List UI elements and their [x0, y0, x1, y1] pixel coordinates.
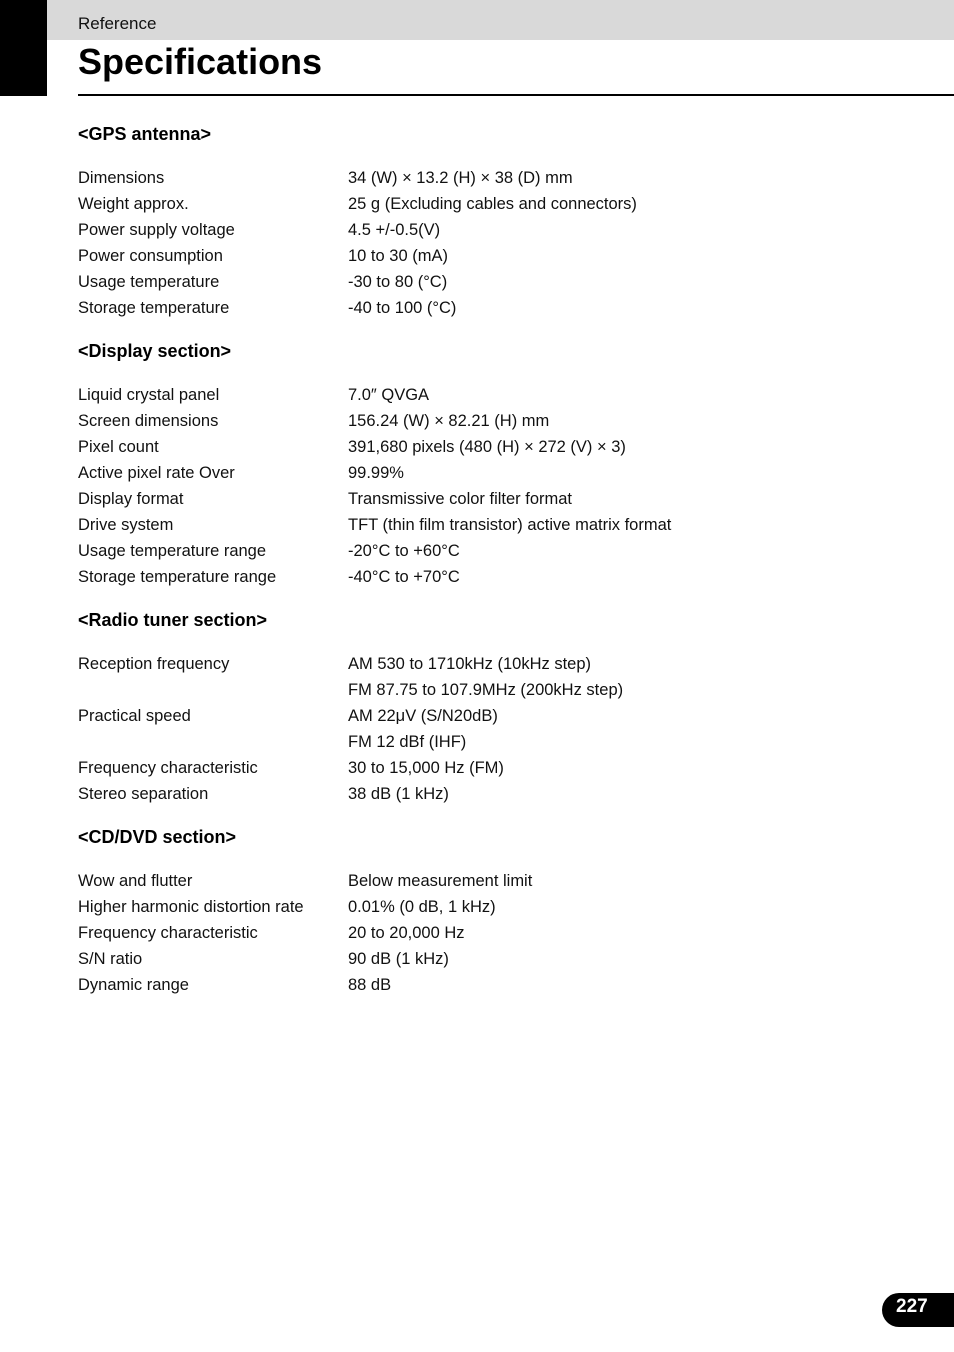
- table-row: [78, 677, 623, 703]
- spec-value: AM 530 to 1710kHz (10kHz step): [348, 655, 592, 673]
- spec-table: [78, 868, 532, 998]
- spec-value: 10 to 30 (mA): [348, 247, 448, 265]
- section-heading: <CD/DVD section>: [78, 827, 237, 847]
- table-row: [78, 217, 637, 243]
- spec-value: 4.5 +/-0.5(V): [348, 221, 441, 239]
- spec-value: 38 dB (1 kHz): [348, 785, 449, 803]
- table-row: [78, 564, 671, 590]
- table-row: [78, 781, 623, 807]
- spec-label: Storage temperature: [78, 299, 230, 317]
- section-heading: <Display section>: [78, 341, 232, 361]
- spec-value: 99.99%: [348, 464, 404, 482]
- spec-value: Transmissive color filter format: [348, 490, 573, 508]
- specifications-content: [78, 120, 898, 1014]
- table-row: [78, 651, 623, 677]
- table-row: [78, 972, 532, 998]
- spec-label: S/N ratio: [78, 950, 143, 968]
- spec-value: 391,680 pixels (480 (H) × 272 (V) × 3): [348, 438, 626, 456]
- spec-label: Power consumption: [78, 247, 223, 265]
- table-row: [78, 486, 671, 512]
- spec-label: Weight approx.: [78, 195, 189, 213]
- spec-value: Below measurement limit: [348, 872, 533, 890]
- table-row: [78, 191, 637, 217]
- table-row: [78, 243, 637, 269]
- section-gps-antenna: [78, 120, 898, 321]
- page-title: Specifications: [78, 41, 323, 82]
- spec-label: Active pixel rate Over: [78, 464, 235, 482]
- spec-value: AM 22μV (S/N20dB): [348, 707, 498, 725]
- table-row: [78, 460, 671, 486]
- table-row: [78, 165, 637, 191]
- spec-label: Frequency characteristic: [78, 924, 258, 942]
- spec-label: Frequency characteristic: [78, 759, 258, 777]
- table-row: [78, 920, 532, 946]
- table-row: [78, 538, 671, 564]
- spec-label: Dynamic range: [78, 976, 189, 994]
- spec-label: [78, 677, 348, 703]
- spec-label: Stereo separation: [78, 785, 209, 803]
- page-number-badge: 227: [882, 1293, 954, 1327]
- table-row: [78, 894, 532, 920]
- table-row: [78, 946, 532, 972]
- table-row: [78, 382, 671, 408]
- spec-label: Power supply voltage: [78, 221, 235, 239]
- table-row: [78, 434, 671, 460]
- spec-label: Reception frequency: [78, 655, 230, 673]
- spec-value: -40°C to +70°C: [348, 568, 460, 586]
- spec-label: Screen dimensions: [78, 412, 219, 430]
- spec-label: Higher harmonic distortion rate: [78, 898, 304, 916]
- spec-label: Display format: [78, 490, 184, 508]
- section-radio-tuner: [78, 606, 898, 807]
- spec-value: FM 12 dBf (IHF): [348, 733, 467, 751]
- spec-value: -40 to 100 (°C): [348, 299, 457, 317]
- table-row: [78, 868, 532, 894]
- table-row: [78, 755, 623, 781]
- spec-label: Pixel count: [78, 438, 159, 456]
- spec-label: Practical speed: [78, 707, 191, 725]
- table-row: [78, 512, 671, 538]
- spec-value: 0.01% (0 dB, 1 kHz): [348, 898, 496, 916]
- table-row: [78, 703, 623, 729]
- spec-label: Usage temperature: [78, 273, 220, 291]
- spec-label: Drive system: [78, 516, 174, 534]
- spec-value: 156.24 (W) × 82.21 (H) mm: [348, 412, 550, 430]
- header-band: [47, 0, 954, 40]
- spec-value: FM 87.75 to 107.9MHz (200kHz step): [348, 681, 624, 699]
- table-row: [78, 295, 637, 321]
- spec-label: Wow and flutter: [78, 872, 193, 890]
- spec-value: 34 (W) × 13.2 (H) × 38 (D) mm: [348, 169, 573, 187]
- spec-value: 7.0″ QVGA: [348, 386, 430, 404]
- spec-value: -20°C to +60°C: [348, 542, 460, 560]
- spec-value: 30 to 15,000 Hz (FM): [348, 759, 504, 777]
- spec-table: [78, 382, 671, 590]
- spec-table: [78, 651, 623, 807]
- spec-value: -30 to 80 (°C): [348, 273, 448, 291]
- spec-label: Liquid crystal panel: [78, 386, 220, 404]
- spec-value: 20 to 20,000 Hz: [348, 924, 465, 942]
- chapter-side-tab: [0, 0, 47, 96]
- section-cd-dvd: [78, 823, 898, 998]
- table-row: [78, 729, 623, 755]
- spec-label: Storage temperature range: [78, 568, 277, 586]
- spec-value: 25 g (Excluding cables and connectors): [348, 195, 637, 213]
- section-display: [78, 337, 898, 590]
- spec-table: [78, 165, 637, 321]
- table-row: [78, 269, 637, 295]
- spec-label: Dimensions: [78, 169, 165, 187]
- spec-label: [78, 729, 348, 755]
- section-heading: <Radio tuner section>: [78, 610, 268, 630]
- title-divider: [78, 94, 954, 96]
- table-row: [78, 408, 671, 434]
- breadcrumb: Reference: [78, 14, 157, 33]
- spec-value: 90 dB (1 kHz): [348, 950, 449, 968]
- spec-value: TFT (thin film transistor) active matrix format: [348, 516, 672, 534]
- section-heading: <GPS antenna>: [78, 124, 212, 144]
- spec-value: 88 dB: [348, 976, 392, 994]
- spec-label: Usage temperature range: [78, 542, 267, 560]
